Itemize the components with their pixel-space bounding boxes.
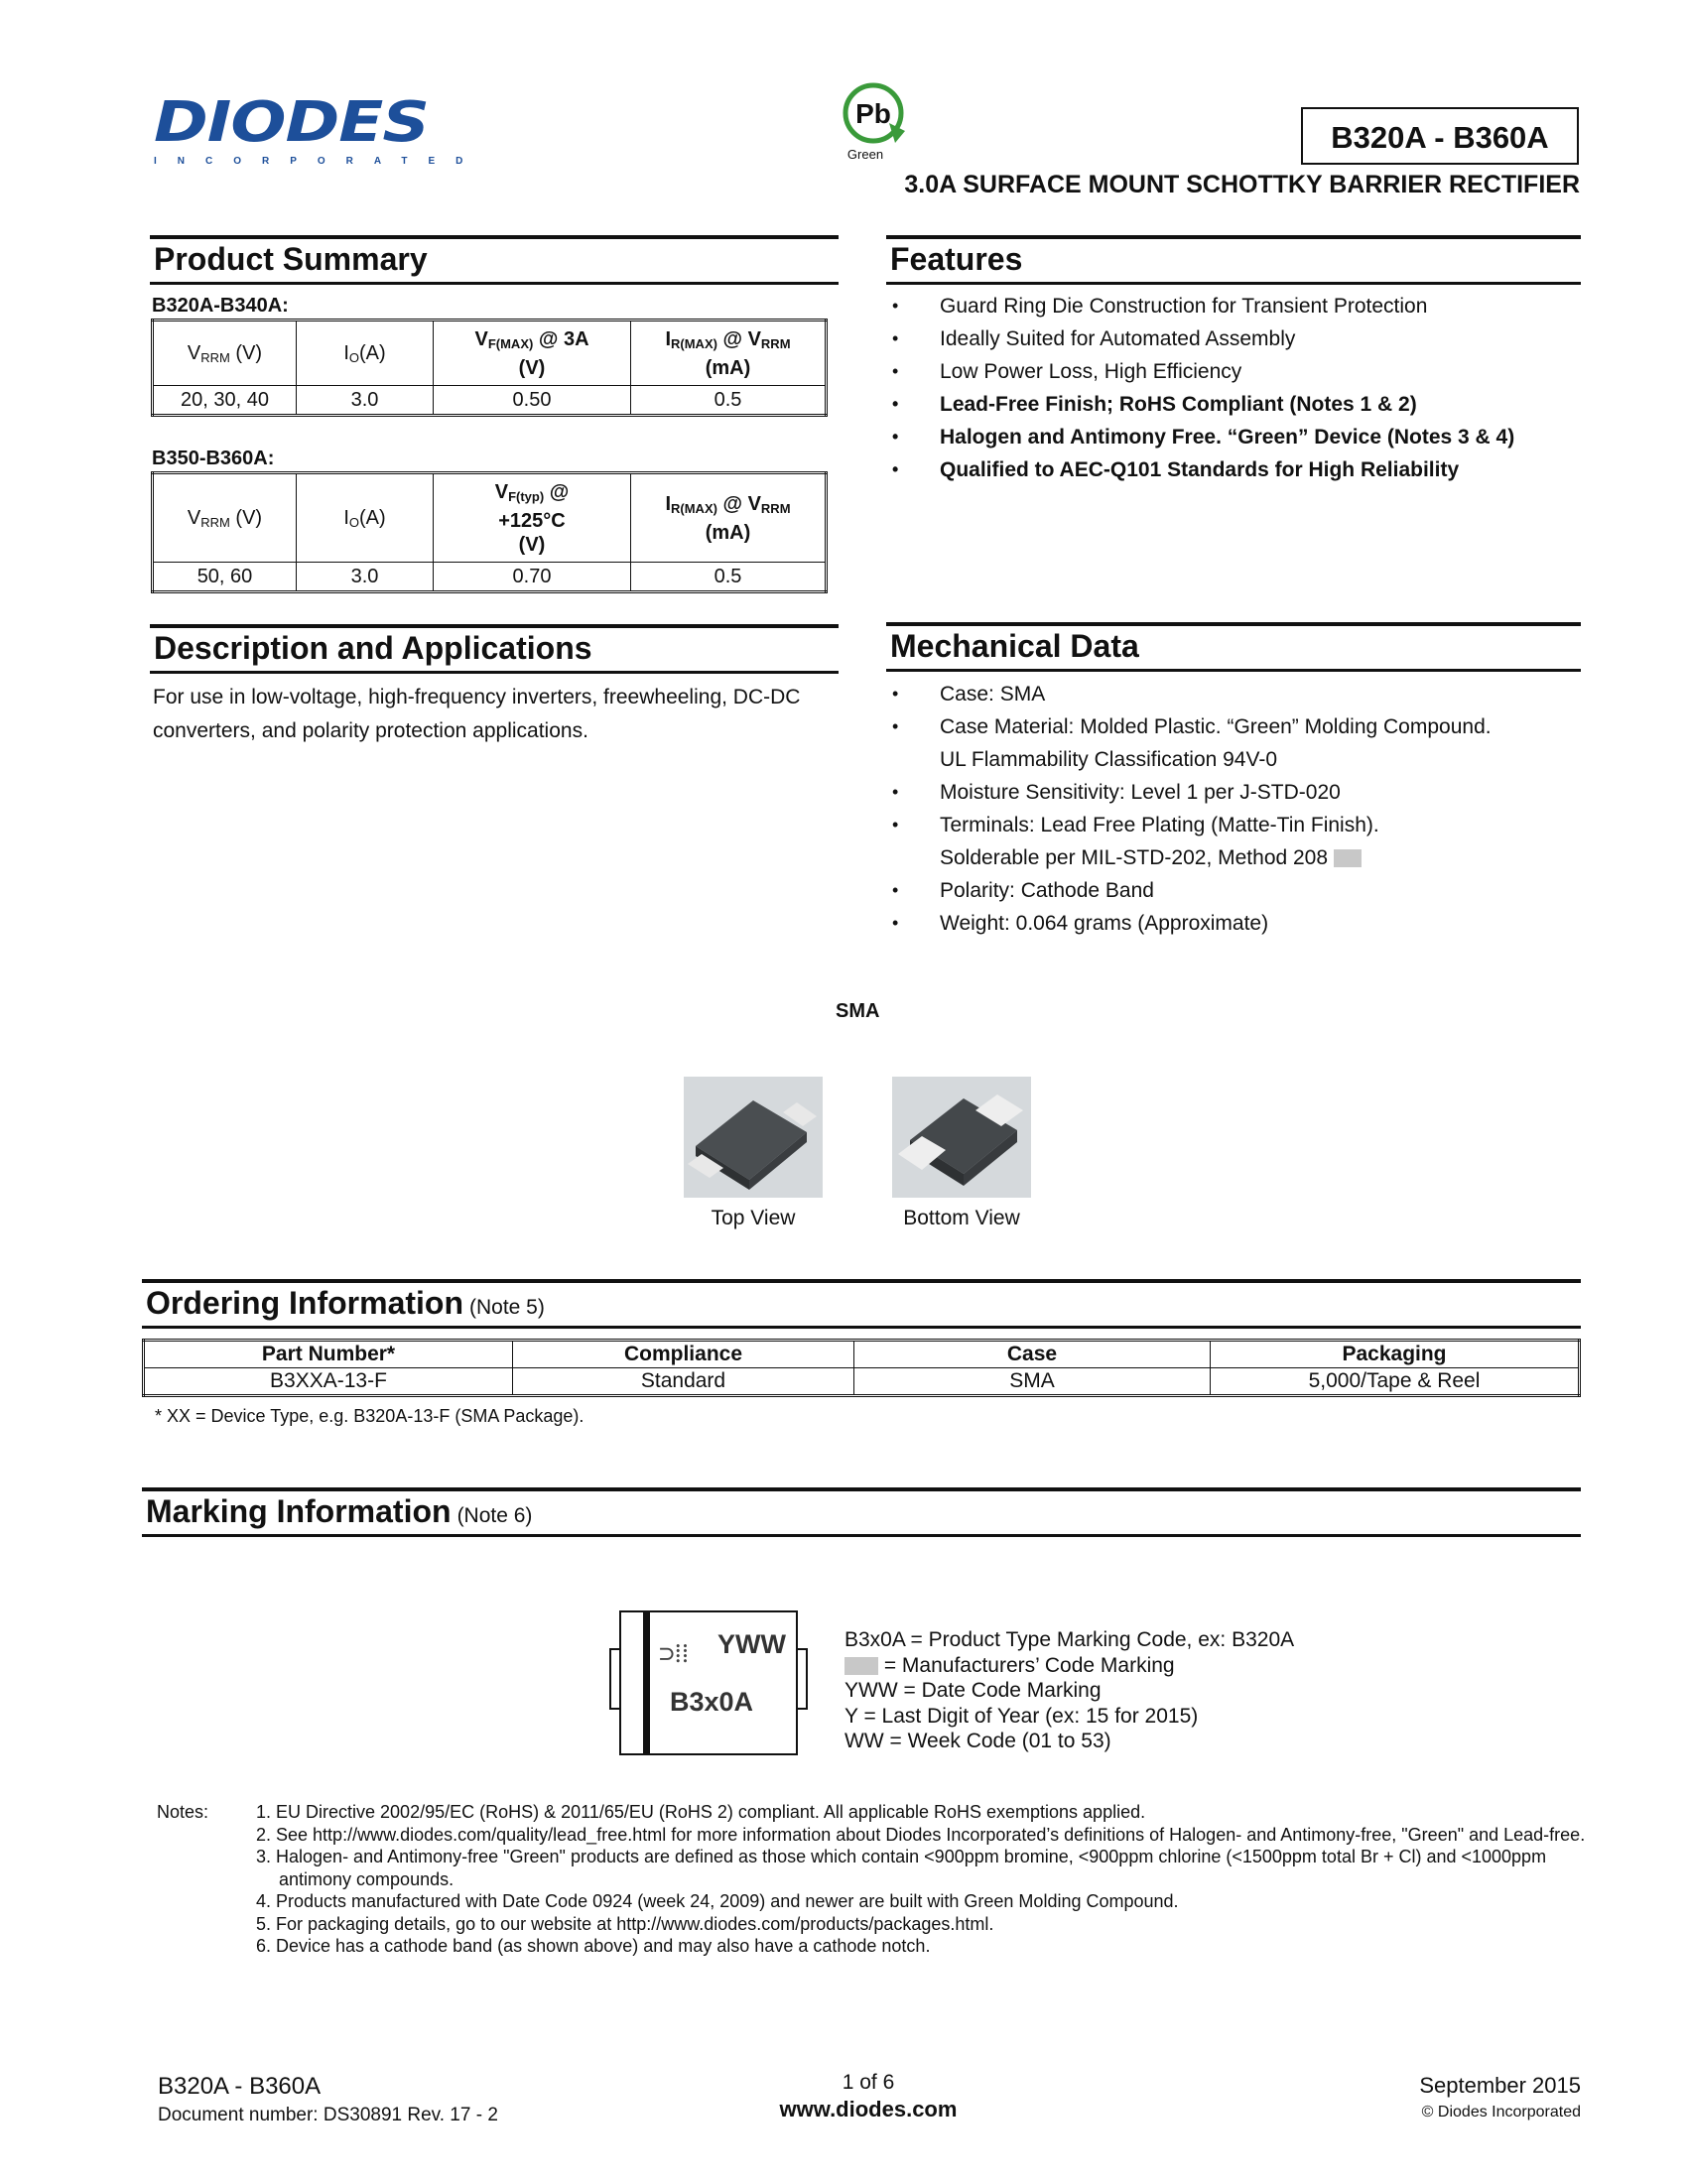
note-item: 5. For packaging details, go to our website at http://www.diodes.com/products/packages.html. (256, 1913, 994, 1934)
description-title: Description and Applications (154, 630, 592, 666)
mechanical-item-line: Solderable per MIL-STD-202, Method 208 (940, 841, 1585, 874)
mechanical-title: Mechanical Data (890, 628, 1139, 664)
mechanical-item (890, 809, 1585, 874)
product-summary-heading (150, 235, 839, 285)
table2-caption: B350-B360A: (152, 448, 275, 469)
sma-top-view-image (684, 1077, 823, 1198)
col-case: Case (854, 1341, 1211, 1368)
header-vftyp: $V_{F(typ)}$ @ +125°C (V) (434, 473, 631, 563)
header-vrrm: $V_{RRM}$ (V) (153, 321, 297, 386)
mechanical-item: • Polarity: Cathode Band (890, 874, 1585, 907)
logo-text: DIODES (154, 88, 429, 155)
pb-symbol: Pb (855, 98, 891, 129)
cell-case: SMA (854, 1368, 1211, 1396)
description-text: For use in low-voltage, high-frequency inverters, freewheeling, DC-DC converters, and polarity protection applications. (153, 686, 801, 742)
legend-line: = Manufacturers’ Code Marking (844, 1653, 1294, 1679)
footer-docnum: Document number: DS30891 Rev. 17 - 2 (158, 2105, 498, 2125)
mechanical-item (890, 710, 1585, 776)
mechanical-item-line: • Terminals: Lead Free Plating (Matte-Tin Finish). (940, 814, 1379, 836)
col-part-number: Part Number* (144, 1341, 513, 1368)
cell-io: 3.0 (297, 563, 434, 592)
footer-page: 1 of 6 (842, 2071, 895, 2094)
mechanical-item: • Weight: 0.064 grams (Approximate) (890, 907, 1585, 940)
cell-io: 3.0 (297, 386, 434, 416)
package-label: SMA (836, 1000, 880, 1022)
legend-line: B3x0A = Product Type Marking Code, ex: B320A (844, 1628, 1295, 1651)
footer-site[interactable]: www.diodes.com (779, 2097, 958, 2121)
ordering-title: Ordering Information (146, 1285, 463, 1321)
cell-ir: 0.5 (631, 386, 827, 416)
marking-legend (844, 1627, 1294, 1754)
features-list (890, 290, 1585, 486)
marking-product-code: B3x0A (670, 1687, 754, 1717)
feature-item: • Qualified to AEC-Q101 Standards for High Reliability (890, 453, 1585, 486)
manufacturer-code-icon (844, 1657, 878, 1675)
note-item: 3. Halogen- and Antimony-free "Green" products are defined as those which contain <900ppm bromine, <900ppm chlorine (<1500ppm total Br + Cl) and <1000ppm antimony compounds. (256, 1847, 1547, 1889)
cell-part-number: B3XXA-13-F (144, 1368, 513, 1396)
header-ir: $I_{R(MAX)}$ @ $V_{RRM}$ (mA) (631, 473, 827, 563)
header-io: $I_O(A)$ (297, 321, 434, 386)
cell-ir: 0.5 (631, 563, 827, 592)
footer-date: September 2015 (1419, 2073, 1581, 2098)
features-title: Features (890, 241, 1023, 277)
mechanical-item-line: • Case Material: Molded Plastic. “Green” Molding Compound. (940, 715, 1492, 738)
marking-heading (142, 1487, 1581, 1537)
footer-part: B320A - B360A (158, 2073, 322, 2100)
sma-bottom-view-image (892, 1077, 1031, 1198)
green-badge-label: Green (846, 147, 884, 162)
marking-note: (Note 6) (456, 1504, 533, 1527)
features-heading (886, 235, 1581, 285)
svg-text:⊃⁞⁞: ⊃⁞⁞ (659, 1639, 690, 1669)
note-item: 4. Products manufactured with Date Code 0924 (week 24, 2009) and newer are built with Green Molding Compound. (256, 1891, 1179, 1911)
legend-line: YWW = Date Code Marking (844, 1679, 1102, 1702)
mechanical-item: • Moisture Sensitivity: Level 1 per J-STD-020 (890, 776, 1585, 809)
marking-date-code: YWW (717, 1629, 786, 1659)
diodes-logo (154, 88, 484, 174)
notes-label: Notes: (157, 1802, 209, 1822)
cell-vrrm: 20, 30, 40 (153, 386, 297, 416)
header-ir: $I_{R(MAX)}$ @ $V_{RRM}$ (mA) (631, 321, 827, 386)
mechanical-item-line: UL Flammability Classification 94V-0 (940, 748, 1278, 771)
product-summary-table-1 (151, 319, 828, 417)
col-compliance: Compliance (513, 1341, 854, 1368)
header-vfmax: $V_{F(MAX)}$ @ 3A (V) (434, 321, 631, 386)
note-item: 1. EU Directive 2002/95/EC (RoHS) & 2011/65/EU (RoHS 2) compliant. All applicable RoHS exemptions applied. (256, 1802, 1146, 1822)
col-packaging: Packaging (1211, 1341, 1580, 1368)
bottom-view-caption: Bottom View (903, 1207, 1020, 1229)
feature-item: • Guard Ring Die Construction for Transient Protection (890, 290, 1585, 322)
cell-vf: 0.50 (434, 386, 631, 416)
mechanical-heading (886, 622, 1581, 672)
ordering-footnote: * XX = Device Type, e.g. B320A-13-F (SMA Package). (155, 1406, 584, 1426)
part-range-title: B320A - B360A (1301, 107, 1579, 165)
feature-item: • Lead-Free Finish; RoHS Compliant (Notes 1 & 2) (890, 388, 1585, 421)
feature-item: • Low Power Loss, High Efficiency (890, 355, 1585, 388)
header-io: $I_O(A)$ (297, 473, 434, 563)
table1-caption: B320A-B340A: (152, 295, 289, 317)
note-item: 2. See http://www.diodes.com/quality/lead_free.html for more information about Diodes Incorporated’s definitions of Halogen- and Antimony-free, "Green" and Lead-free. (256, 1824, 1586, 1845)
legend-line: Y = Last Digit of Year (ex: 15 for 2015) (844, 1704, 1199, 1728)
cell-vf: 0.70 (434, 563, 631, 592)
document-subtitle: 3.0A SURFACE MOUNT SCHOTTKY BARRIER RECTIFIER (904, 171, 1580, 198)
description-heading (150, 624, 839, 674)
pb-free-green-icon (834, 79, 921, 167)
legend-line: WW = Week Code (01 to 53) (844, 1730, 1111, 1752)
top-view-caption: Top View (711, 1207, 796, 1229)
note-item: 6. Device has a cathode band (as shown above) and may also have a cathode notch. (256, 1936, 931, 1956)
product-summary-title: Product Summary (154, 241, 428, 277)
marking-title: Marking Information (146, 1493, 452, 1529)
mechanical-item: • Case: SMA (890, 678, 1585, 710)
header-vrrm: $V_{RRM}$ (V) (153, 473, 297, 563)
mechanical-list (890, 678, 1585, 940)
feature-item: • Ideally Suited for Automated Assembly (890, 322, 1585, 355)
ordering-table (142, 1339, 1581, 1397)
cell-packaging: 5,000/Tape & Reel (1211, 1368, 1580, 1396)
cell-vrrm: 50, 60 (153, 563, 297, 592)
cell-compliance: Standard (513, 1368, 854, 1396)
feature-item: • Halogen and Antimony Free. “Green” Device (Notes 3 & 4) (890, 421, 1585, 453)
logo-subtext: INCORPORATED (154, 156, 484, 167)
ordering-note: (Note 5) (469, 1296, 545, 1319)
manufacturer-code-icon (1334, 849, 1362, 867)
ordering-heading (142, 1279, 1581, 1329)
footer-copyright: © Diodes Incorporated (1421, 2104, 1581, 2120)
notes-list (256, 1801, 1586, 1958)
product-summary-table-2 (151, 471, 828, 593)
